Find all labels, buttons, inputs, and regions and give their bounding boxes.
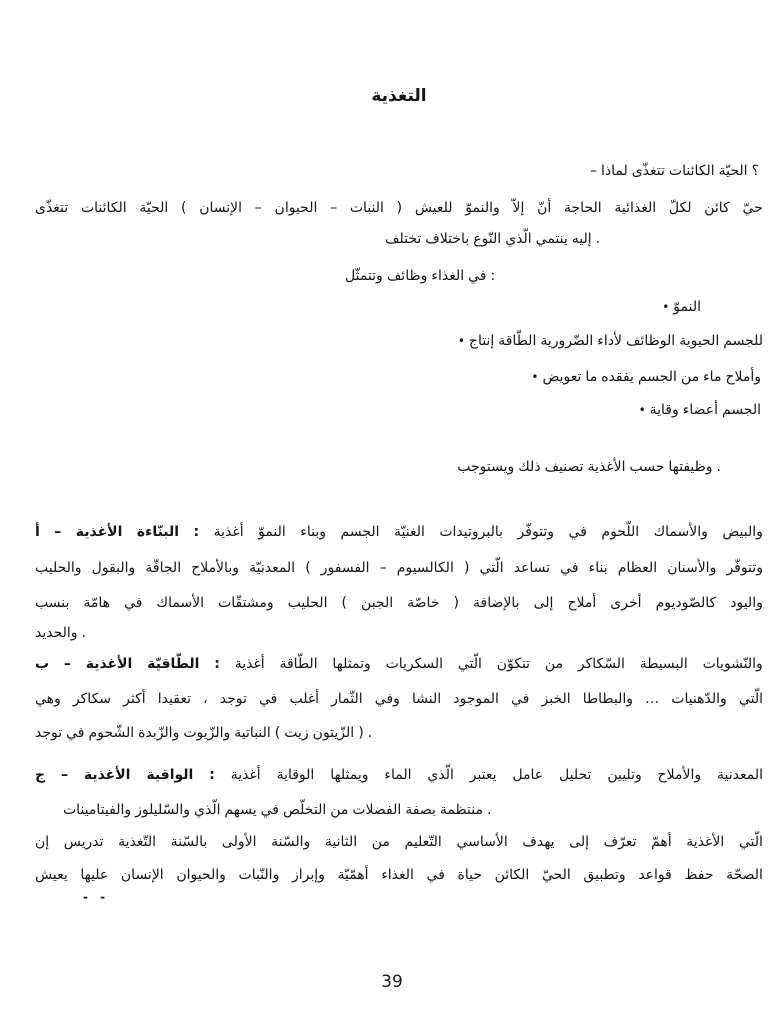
word: في: [468, 268, 487, 284]
word: للعيش: [414, 200, 453, 216]
word: أملاح: [567, 595, 597, 611]
word: تعقيدا: [157, 691, 191, 707]
word: النباتية: [234, 725, 271, 741]
text-line: [35, 653, 763, 675]
word: الفسفور: [320, 560, 370, 576]
word: الجافّة: [145, 560, 182, 576]
word: إن: [35, 834, 50, 850]
word: باختلاف: [425, 231, 470, 247]
word: الأسماك: [156, 595, 205, 611]
word: عامل: [512, 767, 544, 783]
word: ): [453, 595, 459, 611]
word: (: [341, 595, 347, 611]
text-line: [385, 228, 763, 250]
word: الّذي: [427, 767, 454, 783]
word: النموّ: [258, 524, 286, 540]
word: وتتوفّر: [726, 560, 763, 576]
word: .: [595, 231, 601, 247]
bullet-line: [35, 366, 761, 388]
bullet-marker: •: [531, 370, 539, 384]
word: الحليب: [287, 595, 328, 611]
word: والدّهنيات: [671, 691, 727, 707]
word: هامّة: [83, 595, 111, 611]
word: في: [66, 725, 85, 741]
word: أغذية: [234, 656, 265, 672]
word: حياة: [457, 867, 482, 883]
continuation-marks: - -: [83, 890, 110, 904]
word: في: [260, 802, 280, 818]
word: الماء: [384, 767, 412, 783]
text-line: [35, 722, 763, 744]
word: لكلّ: [668, 200, 692, 216]
text-line: [35, 160, 759, 182]
word: والسّليلوز: [135, 802, 191, 818]
word: الحيّة: [139, 200, 169, 216]
word: تختلف: [385, 231, 422, 247]
word: تعرّف: [603, 834, 637, 850]
word: النشا: [412, 691, 442, 707]
word: وفي: [374, 691, 400, 707]
word: حسب: [629, 459, 665, 475]
word: الّذي: [194, 802, 221, 818]
word: يسهم: [224, 802, 257, 818]
word: ،: [203, 691, 208, 707]
text-line: [35, 592, 763, 614]
bullet-marker: •: [662, 300, 670, 314]
word: الجبن: [361, 595, 394, 611]
word: ويمثلها: [330, 767, 369, 783]
word: اللّحوم: [601, 524, 640, 540]
word: تتكوّن: [496, 656, 531, 672]
bullet-line: [35, 330, 763, 352]
word: في: [426, 867, 445, 883]
word: .: [81, 625, 86, 641]
word: الأغذية: [587, 459, 626, 475]
word: .: [367, 725, 373, 741]
text-line: [345, 265, 763, 287]
word: في: [568, 524, 587, 540]
word: الإنسان: [120, 867, 164, 883]
word: بصفة: [405, 802, 436, 818]
word: الّتي: [738, 834, 763, 850]
word: الثانية: [324, 834, 358, 850]
word: الّذي: [505, 231, 532, 247]
word: أغذية: [213, 524, 244, 540]
word: الجسم: [340, 524, 380, 540]
word: ماء: [703, 369, 722, 385]
word: قواعد: [638, 867, 672, 883]
word: تعويض: [542, 369, 582, 385]
word: تساعد: [513, 560, 551, 576]
word: الطّاقة: [498, 333, 537, 349]
word: الحيوية: [679, 333, 720, 349]
word: من: [371, 834, 390, 850]
word: بناء: [588, 560, 608, 576]
word: الضّرورية: [540, 333, 594, 349]
word: ينتمي: [535, 231, 568, 247]
word: ): [396, 200, 403, 216]
word: أغذية: [230, 767, 261, 783]
text-line: [35, 521, 763, 543]
word: والنموّ: [465, 200, 500, 216]
word: الأساسي: [456, 834, 508, 850]
word: الخبز: [541, 691, 571, 707]
word: سكاكر: [72, 691, 112, 707]
word: إلى: [569, 834, 589, 850]
page-number: 39: [381, 972, 403, 992]
word: وتليين: [607, 767, 642, 783]
word: حفظ: [684, 867, 714, 883]
word: المعدنيّة: [249, 560, 296, 576]
word: الكائنات: [80, 200, 127, 216]
word: والنّشويات: [702, 656, 763, 672]
word: تتغذّى: [631, 163, 665, 179]
word: والأسماك: [653, 524, 708, 540]
word: النّوع: [473, 231, 502, 247]
word: وتمثلها: [332, 656, 371, 672]
word: تصنيف: [544, 459, 584, 475]
word: منتظمة: [439, 802, 483, 818]
word: في: [258, 691, 278, 707]
word: والحليب: [35, 560, 82, 576]
word: ج: [35, 767, 46, 783]
word: التّعليم: [404, 834, 442, 850]
text-line: [35, 197, 763, 219]
word: بنسب: [35, 595, 70, 611]
word: الكائنات: [668, 163, 715, 179]
word: والحديد: [35, 625, 78, 641]
word: وتطبيق: [583, 867, 626, 883]
word: الواقية: [146, 767, 194, 783]
word: البنّاءة: [136, 524, 180, 540]
bullet-line: [35, 399, 761, 421]
word: يعتبر: [469, 767, 497, 783]
word: الحيّ: [541, 867, 571, 883]
word: الحيوان: [274, 200, 318, 216]
word: كالصّوديوم: [655, 595, 717, 611]
word: الطّاقة: [279, 656, 318, 672]
word: كائن: [704, 200, 730, 216]
word: ب: [35, 656, 50, 672]
word: في: [510, 691, 530, 707]
word: (: [274, 725, 281, 741]
word: الأغذية: [75, 524, 123, 540]
word: –: [60, 767, 68, 783]
word: إليه: [571, 231, 592, 247]
word: الفضلات: [352, 802, 402, 818]
word: البسيطة: [639, 656, 688, 672]
word: أخرى: [610, 595, 642, 611]
word: حيّ: [742, 200, 763, 216]
word: الأغذية: [686, 834, 725, 850]
word: خاصّة: [407, 595, 440, 611]
word: الحيّة: [718, 163, 748, 179]
word: الّتي: [457, 656, 482, 672]
word: التخلّص: [283, 802, 327, 818]
word: الغذائية: [614, 200, 657, 216]
word: وقاية: [649, 402, 679, 418]
word: في: [124, 595, 143, 611]
word: عليها: [80, 867, 109, 883]
word: وظيفتها: [668, 459, 713, 475]
text-line: [35, 764, 763, 786]
word: يفقده: [601, 369, 634, 385]
word: ويستوجب: [457, 459, 515, 475]
word: والحيوان: [176, 867, 226, 883]
word: تتغذّى: [35, 200, 69, 216]
word: الكائن: [494, 867, 530, 883]
word: يعيش: [35, 867, 68, 883]
word: لأداء: [597, 333, 622, 349]
document-lines: [35, 160, 763, 886]
page-title: التغذية: [371, 86, 427, 106]
word: توجد: [219, 691, 247, 707]
word: الغذاء: [431, 268, 465, 284]
word: ذلك: [518, 459, 541, 475]
word: الأغذية: [83, 767, 131, 783]
word: أنّ: [537, 200, 552, 216]
word: الطّاقيّة: [147, 656, 200, 672]
word: التّغذية: [118, 834, 157, 850]
word: الإنسان: [199, 200, 243, 216]
word: –: [330, 200, 338, 216]
word: والسّنة: [271, 834, 311, 850]
word: بالبروتيدات: [439, 524, 504, 540]
word: إلى: [533, 595, 554, 611]
bullet-marker: •: [457, 334, 465, 348]
word: –: [254, 200, 262, 216]
word: الصحّة: [726, 867, 763, 883]
word: أعضاء: [682, 402, 718, 418]
word: الكالسيوم: [396, 560, 454, 576]
word: والبطاطا: [582, 691, 634, 707]
word: المعدنية: [717, 767, 763, 783]
word: (: [181, 200, 187, 216]
word: الموجود: [453, 691, 499, 707]
word: السّكاكر: [577, 656, 625, 672]
word: وهي: [35, 691, 61, 707]
word: –: [379, 560, 387, 576]
word: زيت: [284, 725, 309, 741]
word: تدريس: [63, 834, 104, 850]
word: الشّحوم: [88, 725, 135, 741]
word: الجسم: [637, 369, 677, 385]
word: والزّيوت: [183, 725, 231, 741]
word: وبالأملاح: [191, 560, 239, 576]
word: الحاجة: [564, 200, 602, 216]
word: ومشتقّات: [218, 595, 274, 611]
word: أهمّيّة: [337, 867, 369, 883]
bullet-marker: •: [638, 403, 646, 417]
word: وأملاح: [725, 369, 761, 385]
word: أغلب: [289, 691, 320, 707]
word: والفيتامينات: [63, 802, 132, 818]
word: أكثر: [123, 691, 146, 707]
word: الّتي: [738, 691, 763, 707]
word: وتتوفّر: [517, 524, 555, 540]
word: من: [680, 369, 700, 385]
word: إلاّ: [512, 200, 525, 216]
word: :: [209, 767, 215, 783]
text-line: [35, 622, 763, 644]
word: الزّيتون: [312, 725, 355, 741]
text-line: [35, 688, 763, 710]
word: السكريات: [385, 656, 444, 672]
word: والأسنان: [667, 560, 717, 576]
word: من: [544, 656, 564, 672]
word: الغنيّة: [394, 524, 425, 540]
word: :: [214, 656, 220, 672]
word: الوقاية: [276, 767, 315, 783]
word: (: [305, 560, 311, 576]
word: الثّمار: [331, 691, 363, 707]
word: ؟: [751, 163, 759, 179]
word: والنّبات: [238, 867, 280, 883]
word: أ: [35, 524, 40, 540]
word: الأولى: [221, 834, 257, 850]
word: الغذاء: [381, 867, 414, 883]
word: النبات: [349, 200, 384, 216]
word: :: [490, 268, 496, 284]
word: بالسّنة: [170, 834, 208, 850]
word: ): [358, 725, 364, 741]
word: واليود: [730, 595, 763, 611]
word: إنتاج: [468, 333, 495, 349]
word: …: [645, 691, 660, 707]
text-line: [63, 799, 763, 821]
word: وبناء: [300, 524, 327, 540]
word: وظائف: [386, 268, 428, 284]
word: –: [589, 163, 597, 179]
word: ): [463, 560, 470, 576]
word: .: [716, 459, 721, 475]
word: والبقول: [91, 560, 136, 576]
text-line: [35, 557, 763, 579]
word: في: [560, 560, 579, 576]
word: :: [193, 524, 200, 540]
word: الّتي: [479, 560, 504, 576]
word: من: [330, 802, 349, 818]
word: والأملاح: [657, 767, 702, 783]
word: الوظائف: [626, 333, 676, 349]
text-line: [35, 456, 721, 478]
word: لماذا: [600, 163, 628, 179]
word: والزّبدة: [138, 725, 180, 741]
word: ما: [585, 369, 598, 385]
word: للجسم: [723, 333, 763, 349]
text-line: [35, 831, 763, 853]
word: الأغذية: [85, 656, 133, 672]
word: –: [63, 656, 71, 672]
word: الجسم: [722, 402, 761, 418]
word: النموّ: [673, 299, 701, 315]
bullet-line: [35, 296, 701, 318]
word: تحليل: [559, 767, 592, 783]
word: والبيض: [722, 524, 763, 540]
word: أهمّ: [651, 834, 672, 850]
word: العظام: [617, 560, 658, 576]
word: توجد: [35, 725, 63, 741]
word: وتتمثّل: [345, 268, 383, 284]
word: وإبراز: [291, 867, 325, 883]
word: بالإضافة: [473, 595, 520, 611]
text-line: [35, 864, 763, 886]
word: .: [486, 802, 492, 818]
word: يهدف: [522, 834, 555, 850]
word: –: [54, 524, 62, 540]
